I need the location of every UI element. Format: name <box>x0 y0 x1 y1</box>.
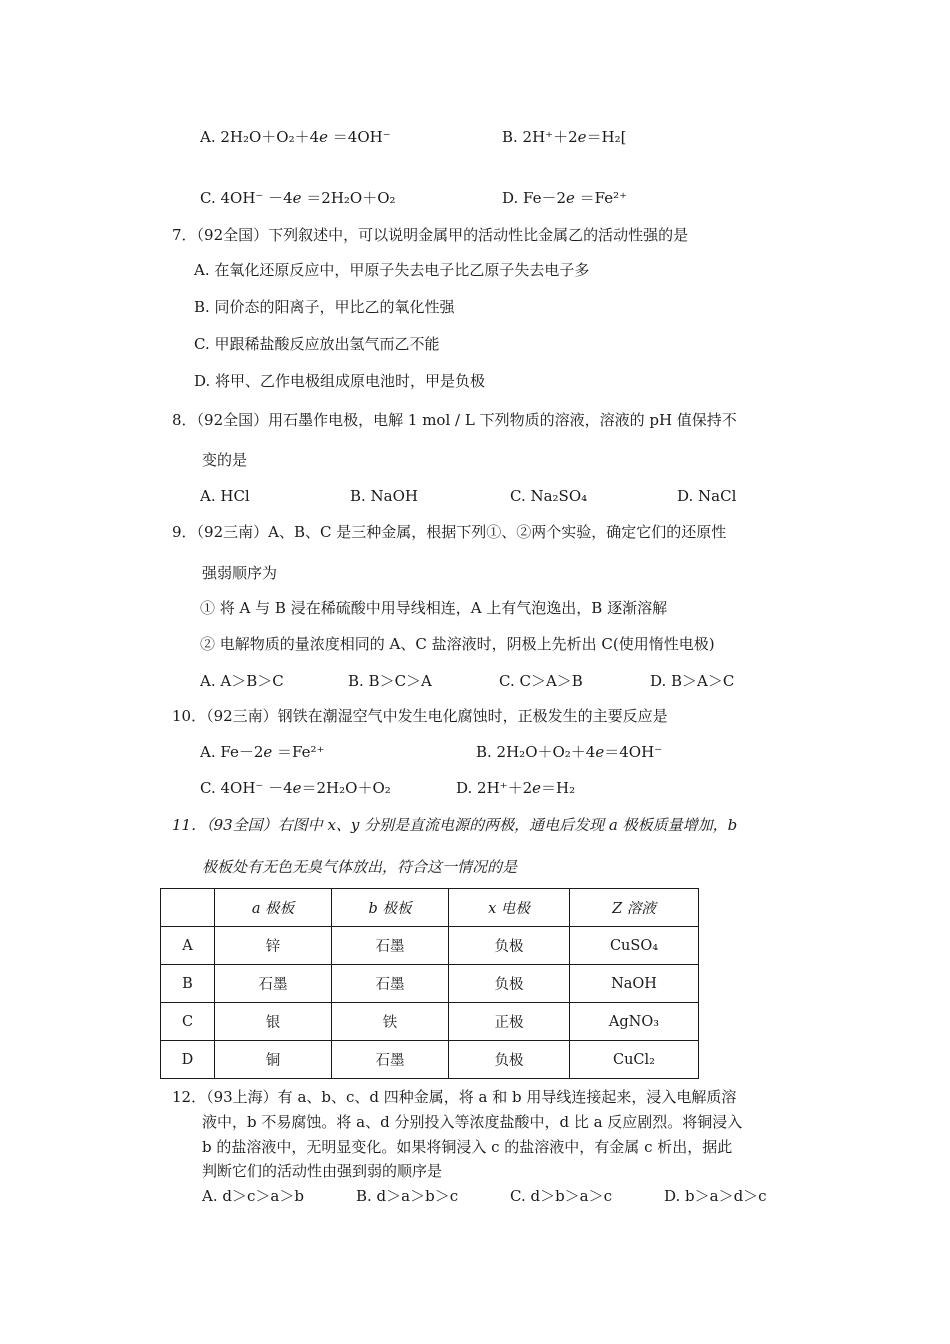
q7-option-b: B. 同价态的阳离子，甲比乙的氧化性强 <box>194 298 455 316</box>
q11-table <box>160 888 699 1079</box>
q9-option-a: A. A＞B＞C <box>200 672 284 690</box>
q9-stem-line1: 9．（92三南）A、B、C 是三种金属，根据下列①、②两个实验，确定它们的还原性 <box>172 523 727 541</box>
q9-experiment-2: ② 电解物质的量浓度相同的 A、C 盐溶液时，阴极上先析出 C(使用惰性电极) <box>200 635 715 653</box>
table-cell: C <box>161 1003 215 1041</box>
q12-stem-line3: b 的盐溶液中，无明显变化。如果将铜浸入 c 的盐溶液中，有金属 c 析出，据此 <box>202 1138 733 1156</box>
q7-option-c: C. 甲跟稀盐酸反应放出氢气而乙不能 <box>194 335 440 353</box>
q10-stem: 10．（92三南）钢铁在潮湿空气中发生电化腐蚀时，正极发生的主要反应是 <box>172 707 668 725</box>
table-header-cell: b 极板 <box>332 889 449 927</box>
q10-option-a: A. Fe－2𝑒 ＝Fe²⁺ <box>200 743 325 761</box>
q8-option-b: B. NaOH <box>350 487 419 505</box>
q12-option-c: C. d＞b＞a＞c <box>510 1187 613 1205</box>
q12-stem-line1: 12．（93上海）有 a、b、c、d 四种金属，将 a 和 b 用导线连接起来，浸入电解质溶 <box>172 1088 737 1106</box>
q12-stem-line4: 判断它们的活动性由强到弱的顺序是 <box>202 1162 443 1180</box>
q9-stem-line2: 强弱顺序为 <box>202 564 278 582</box>
table-cell: B <box>161 965 215 1003</box>
q12-option-a: A. d＞c＞a＞b <box>202 1187 304 1205</box>
q8-stem-line2: 变的是 <box>202 451 248 469</box>
table-cell: 负极 <box>449 965 570 1003</box>
q10-option-b: B. 2H₂O＋O₂＋4𝑒＝4OH⁻ <box>476 743 663 761</box>
q7-option-a: A. 在氧化还原反应中，甲原子失去电子比乙原子失去电子多 <box>194 261 590 279</box>
table-header-cell <box>161 889 215 927</box>
table-header-row <box>161 889 699 927</box>
q10-option-c: C. 4OH⁻ －4𝑒＝2H₂O＋O₂ <box>200 779 391 797</box>
table-row <box>161 965 699 1003</box>
q9-experiment-1: ① 将 A 与 B 浸在稀硫酸中用导线相连，A 上有气泡逸出，B 逐渐溶解 <box>200 599 668 617</box>
q8-stem-line1: 8．（92全国）用石墨作电极，电解 1 mol / L 下列物质的溶液，溶液的 pH 值保持不 <box>172 411 737 429</box>
q9-option-c: C. C＞A＞B <box>499 672 583 690</box>
q7-stem: 7．（92全国）下列叙述中，可以说明金属甲的活动性比金属乙的活动性强的是 <box>172 226 689 244</box>
q6-option-d: D. Fe－2𝑒 ＝Fe²⁺ <box>502 189 628 207</box>
q12-stem-line2: 液中，b 不易腐蚀。将 a、d 分别投入等浓度盐酸中，d 比 a 反应剧烈。将铜浸入 <box>202 1113 743 1131</box>
q9-option-d: D. B＞A＞C <box>650 672 735 690</box>
q9-option-b: B. B＞C＞A <box>348 672 432 690</box>
table-cell: 银 <box>215 1003 332 1041</box>
table-cell: A <box>161 927 215 965</box>
table-header-cell: a 极板 <box>215 889 332 927</box>
table-cell: 负极 <box>449 1041 570 1079</box>
table-cell: 负极 <box>449 927 570 965</box>
q11-stem-line1: 11．（93全国）右图中 x、y 分别是直流电源的两极，通电后发现 a 极板质量增加，b <box>172 816 738 834</box>
table-cell: NaOH <box>570 965 699 1003</box>
table-cell: 石墨 <box>215 965 332 1003</box>
table-header-cell: Z 溶液 <box>570 889 699 927</box>
q8-option-d: D. NaCl <box>677 487 737 505</box>
q6-option-c: C. 4OH⁻ －4𝑒 ＝2H₂O＋O₂ <box>200 189 396 207</box>
q8-option-a: A. HCl <box>200 487 250 505</box>
q8-option-c: C. Na₂SO₄ <box>510 487 588 505</box>
table-cell: CuCl₂ <box>570 1041 699 1079</box>
q10-option-d: D. 2H⁺＋2𝑒＝H₂ <box>456 779 576 797</box>
q12-option-b: B. d＞a＞b＞c <box>356 1187 459 1205</box>
table-cell: 锌 <box>215 927 332 965</box>
table-cell: D <box>161 1041 215 1079</box>
table-cell: 铜 <box>215 1041 332 1079</box>
table-cell: 石墨 <box>332 965 449 1003</box>
table-cell: 石墨 <box>332 927 449 965</box>
table-header-cell: x 电极 <box>449 889 570 927</box>
table-cell: AgNO₃ <box>570 1003 699 1041</box>
table-cell: CuSO₄ <box>570 927 699 965</box>
q6-option-a: A. 2H₂O＋O₂＋4𝑒 ＝4OH⁻ <box>200 128 391 146</box>
table-row <box>161 927 699 965</box>
table-cell: 石墨 <box>332 1041 449 1079</box>
table-row <box>161 1003 699 1041</box>
q11-stem-line2: 极板处有无色无臭气体放出，符合这一情况的是 <box>202 858 518 876</box>
table-row <box>161 1041 699 1079</box>
q7-option-d: D. 将甲、乙作电极组成原电池时，甲是负极 <box>194 372 486 390</box>
table-cell: 铁 <box>332 1003 449 1041</box>
q12-option-d: D. b＞a＞d＞c <box>664 1187 767 1205</box>
table-cell: 正极 <box>449 1003 570 1041</box>
q6-option-b: B. 2H⁺＋2𝑒＝H₂[ <box>502 128 627 146</box>
